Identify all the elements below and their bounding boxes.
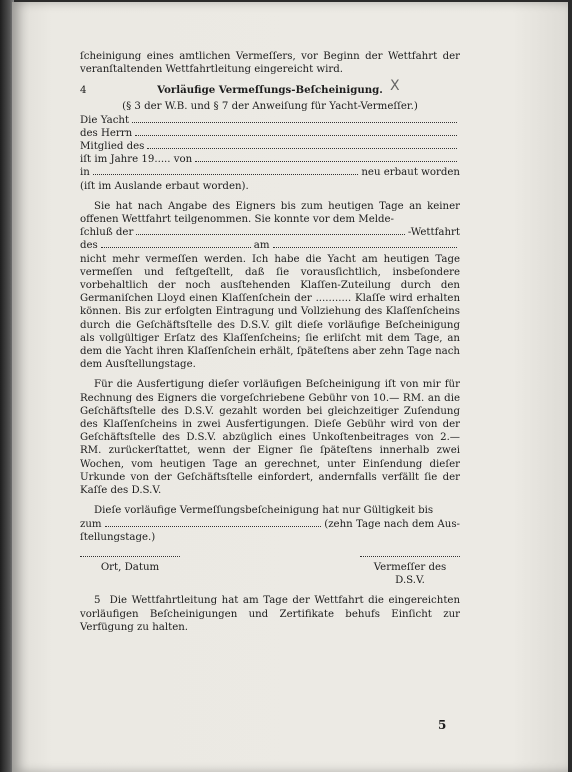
field-des-blank [101, 246, 251, 248]
field-mitglied [80, 140, 460, 153]
top-paragraph: ſcheinigung eines amtlichen Vermeſſers, vor Beginn der Wettfahrt der veranſtaltenden Wettfahrtleitung eingereicht wird. [80, 51, 460, 76]
section-5-number: 5 [94, 595, 101, 607]
field-yacht [80, 114, 460, 127]
field-von-blank [195, 160, 457, 162]
signature-right [360, 550, 460, 587]
field-am-label: am [253, 240, 270, 252]
signature-row [80, 550, 460, 587]
field-herr [80, 127, 460, 140]
field-herr-blank [135, 134, 457, 136]
paragraph-2: Für die Ausfertigung dieſer vorläufigen Beſcheinigung iſt von mir für Rechnung des Eigners die vorgeſchriebene Gebühr von 10.— RM. an die Geſchäftsſtelle des D.S.V. gezahlt worden bei gleichzeitiger Zuſendung des Klaſſenſcheins in zwei Ausfertigungen. Dieſe Gebühr wird von der Geſchäftsſtelle des D.S.V. abzüglich eines Unkoſtenbeitrages von 2.— RM. zurückerſtattet, wenn der Eigner ſie ſpäteſtens innerhalb zwei Wochen, vom heutigen Tage an gerechnet, unter Einſendung dieſer Urkunde von der Geſchäftsſtelle einfordert, andernfalls verfällt ſie der Kaſſe des D.S.V. [80, 379, 460, 497]
spacer [80, 497, 460, 504]
section-4-heading: Vorläufige Vermeſſungs-Beſcheinigung. [157, 84, 383, 97]
paragraph-1-continued [80, 253, 460, 372]
section-4-heading-row [80, 84, 460, 98]
signature-left [80, 550, 180, 587]
page-number: 5 [438, 718, 447, 732]
field-des-label: des [80, 240, 98, 252]
field-mitglied-blank [147, 147, 457, 149]
signature-left-label: Ort, Datum [100, 561, 160, 573]
signature-left-line [80, 550, 180, 557]
section-4-number: 4 [80, 85, 87, 97]
field-am-blank [273, 246, 457, 248]
paragraph-3-end: ſtellungstage.) [80, 531, 156, 543]
field-von-label: von [173, 154, 193, 166]
field-yacht-blank [132, 121, 457, 123]
paragraph-1-part-b: Klaſſe wird erhalten können. Bis zur erfolgten Eintragung und Vollziehung des Klaſſenſcheins durch die Geſchäftsſtelle des D.S.V. gilt dieſe vorläufige Beſcheinigung als vollgültiger Erſatz des Klaſſenſcheins; ſie erliſcht mit dem Tage, an dem die Yacht ihren Klaſſenſchein erhält, ſpäteſtens aber zehn Tage nach dem Ausſtellungstage. [80, 293, 460, 371]
section-5-paragraph [80, 594, 460, 634]
field-zehn-label: (zehn Tage nach dem Aus- [324, 518, 460, 530]
field-zum-label: zum [80, 518, 102, 530]
paragraph-1-part-a: nicht mehr vermeſſen werden. Ich habe die Yacht am heutigen Tage vermeſſen und feſtgeſtellt, daß ſie vorausſichtlich, insbeſondere vorbehaltlich der noch ausſtehenden Klaſſen-Zuteilung durch den Germaniſchen Lloyd einen Klaſſenſchein der [80, 253, 460, 305]
pencil-cross-mark: X [390, 78, 400, 94]
field-jahr [80, 153, 460, 166]
field-mitglied-label: Mitglied des [80, 141, 145, 153]
spacer [80, 587, 460, 594]
section-5-text: Die Wettfahrtleitung hat am Tage der Wettfahrt die eingereichten vorläufigen Beſcheinigungen und Zertifikate behufs Einſicht zur Verfügung zu halten. [80, 595, 461, 633]
paragraph-3-start: Dieſe vorläufige Vermeſſungsbeſcheinigung hat nur Gültigkeit bis [94, 505, 434, 517]
paragraph-1-start: Sie hat nach Angabe des Eigners bis zum heutigen Tage an keiner offenen Wettfahrt teilgenommen. Sie konnte vor dem Melde- [80, 200, 460, 226]
field-schluss-blank [136, 233, 405, 235]
spacer [80, 371, 460, 378]
field-zum-blank [105, 525, 322, 527]
field-des [80, 239, 460, 252]
page-text-block [80, 50, 460, 634]
field-schluss-label: ſchluß der [80, 227, 134, 239]
field-herr-label: des Herrn [80, 127, 133, 139]
signature-right-label: Vermeſſer des D.S.V. [373, 561, 447, 587]
signature-right-line [360, 550, 460, 557]
paragraph-1-class-blank: ........... [315, 293, 352, 305]
spacer [80, 193, 460, 200]
field-in-label: in [80, 167, 90, 179]
field-neu-label: neu erbaut worden [361, 167, 460, 179]
field-jahr-label: iſt im Jahre 19..... [80, 154, 171, 166]
field-in-blank [93, 173, 359, 175]
section-4-subheading: (§ 3 der W.B. und § 7 der Anweiſung für Yacht-Vermeſſer.) [122, 101, 418, 113]
field-zum [80, 518, 460, 531]
field-in [80, 166, 460, 179]
field-schluss [80, 226, 460, 239]
field-ausland: (iſt im Auslande erbaut worden). [80, 180, 249, 192]
field-yacht-label: Die Yacht [80, 114, 130, 126]
field-wettfahrt-label: -Wettfahrt [407, 227, 460, 239]
